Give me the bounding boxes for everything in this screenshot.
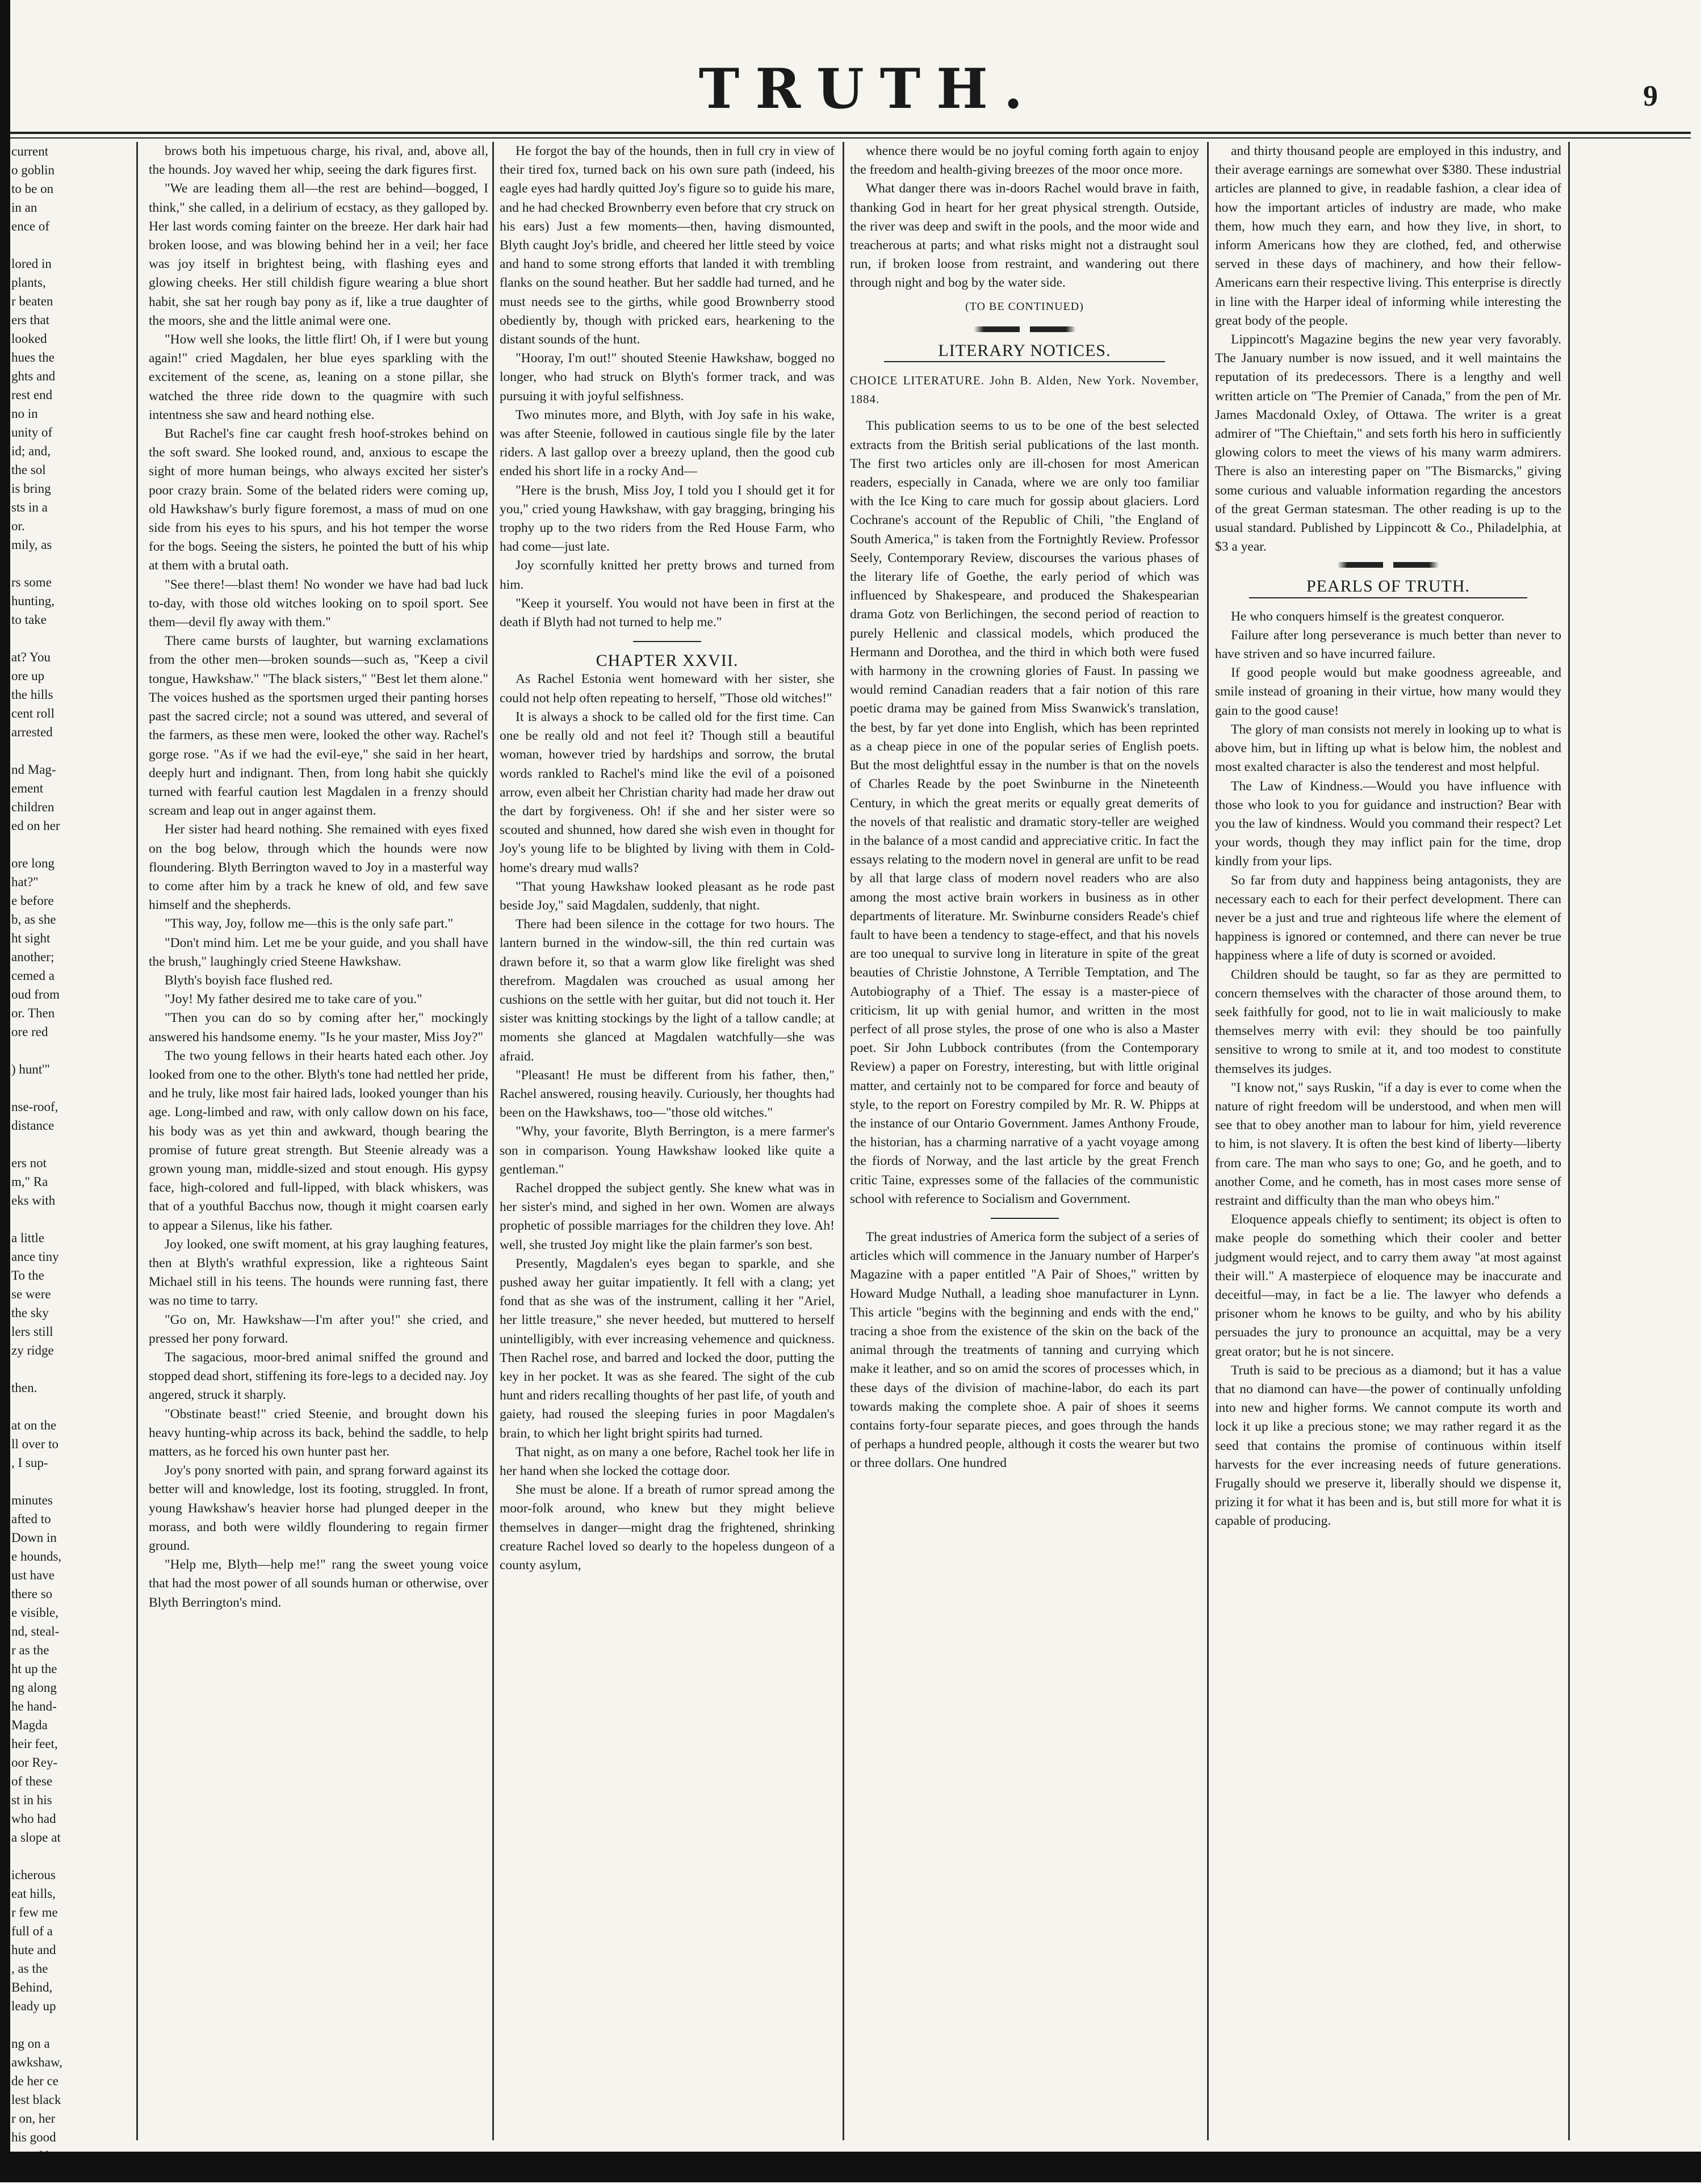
fragment-line: ore red xyxy=(11,1025,48,1039)
chapter-body xyxy=(500,670,835,1575)
paragraph: Her sister had heard nothing. She remained with eyes fixed on the bog below, through which the hounds were now floundering. Blyth Berrington waved to Joy in a masterful way to come after him by a track he knew of old, and few save himself and the shepherds. xyxy=(149,822,488,913)
fragment-line: ore up xyxy=(11,669,45,683)
column-rule xyxy=(1207,142,1209,2140)
fragment-line: distance xyxy=(11,1118,55,1133)
paragraph: "Joy! My father desired me to take care of you." xyxy=(165,992,422,1007)
fragment-line: mily, as xyxy=(11,538,52,552)
fragment-line: eat hills, xyxy=(11,1887,56,1901)
fragment-line xyxy=(11,1041,133,1060)
fragment-line: leady up xyxy=(11,1999,56,2013)
paragraph: Joy's pony snorted with pain, and sprang forward against its better will and knowledge, lost its footing, struggled. In front, young Hawkshaw's heavier horse had plunged deeper in the morass, and both were wildly floundering to regain firmer ground. xyxy=(149,1463,488,1554)
fragment-line: ement xyxy=(11,781,44,795)
fragment-line: or. Then xyxy=(11,1006,55,1020)
fragment-line: in an xyxy=(11,200,37,215)
fragment-line: st in his xyxy=(11,1793,52,1807)
fragment-line xyxy=(11,2015,133,2034)
literary-notices-heading: LITERARY NOTICES. xyxy=(884,341,1165,362)
fragment-line xyxy=(11,236,133,254)
paragraph: "Help me, Blyth—help me!" rang the sweet young voice that had the most power of all sounds human or otherwise, over Blyth Berrington's mind. xyxy=(149,1557,488,1610)
chapter-heading: CHAPTER XXVII. xyxy=(596,651,739,670)
paragraph: Joy scornfully knitted her pretty brows and turned from him. xyxy=(500,558,835,592)
ornamental-separator xyxy=(1337,562,1439,568)
paragraph: Eloquence appeals chiefly to sentiment; its object is often to make people do something which their cooler and better judgment would reject, and to carry them away "at most against their will." A masterpiece of eloquence may be inaccurate and deceitful—may, in fact be a lie. The lawyer who defends a prisoner whom he knows to be guilty, and who by his ability persuades the jury to pronounce an acquittal, may be a very great orator; but he is not sincere. xyxy=(1215,1212,1561,1359)
fragment-line: de her ce xyxy=(11,2074,58,2088)
fragment-line: heir feet, xyxy=(11,1737,58,1751)
paragraph: As Rachel Estonia went homeward with her sister, she could not help often repeating to herself, "Those old witches!" xyxy=(500,672,835,706)
fragment-line: awkshaw, xyxy=(11,2055,62,2069)
story-continuation xyxy=(500,142,835,632)
fragment-line: hat?" xyxy=(11,875,39,889)
fragment-line xyxy=(11,1397,133,1416)
fragment-line xyxy=(11,1847,133,1866)
fragment-line: cent roll xyxy=(11,706,55,720)
fragment-line xyxy=(11,629,133,648)
story-ending xyxy=(850,142,1199,293)
fragment-line: a little xyxy=(11,1231,45,1245)
fragment-line xyxy=(11,1360,133,1378)
fragment-line: id; and, xyxy=(11,444,51,458)
section-rule xyxy=(991,1218,1059,1219)
paragraph: The two young fellows in their hearts hated each other. Joy looked from one to the other. Blyth's tone had nettled her pride, and he truly, like most fair haired lads, looked younger than his age. Long-limbed and raw, with only callow down on his face, his body was as yet thin and awkward, though bearing the promise of future great strength. But Steenie already was a grown young man, middle-sized and stout enough. His gypsy face, high-colored and full-lipped, with black whiskers, was that of a youthful Bacchus now, though it might coarsen early to appear a Silenus, like his father. xyxy=(149,1048,488,1233)
binding-edge xyxy=(0,0,10,2182)
column-rule xyxy=(843,142,844,2140)
paragraph: "That young Hawkshaw looked pleasant as he rode past beside Joy," said Magdalen, suddenly, that night. xyxy=(500,879,835,913)
masthead-rule xyxy=(10,132,1691,134)
paragraph: He who conquers himself is the greatest conqueror. xyxy=(1231,609,1505,624)
paragraph: "See there!—blast them! No wonder we have had bad luck to-day, with those old witches looking on to spoil sport. See them—devil fly away with them." xyxy=(149,577,488,630)
fragment-line: another; xyxy=(11,950,55,964)
fragment-line: r on, her xyxy=(11,2111,56,2126)
paragraph: "Then you can do so by coming after her," mockingly answered his handsome enemy. "Is he your master, Miss Joy?" xyxy=(149,1011,488,1045)
fragment-line: To the xyxy=(11,1268,44,1282)
paragraph: Rachel dropped the subject gently. She knew what was in her sister's mind, and sighed in her own. Women are always prophetic of possible marriages for the children they love. Ah! well, she trusted Joy might like the plain farmer's son best. xyxy=(500,1180,835,1252)
paragraph: If good people would but make goodness agreeable, and smile instead of groaning in their virtue, how many would they gain to the good cause! xyxy=(1215,665,1561,718)
paragraph: Joy looked, one swift moment, at his gray laughing features, then at Blyth's wrathful expression, like a righteous Saint Michael still in his teens. The hounds were running fast, there was no time to tarry. xyxy=(149,1236,488,1309)
paragraph: The Law of Kindness.—Would you have influence with those who look to you for guidance and instruction? Bear with you the law of kindness. Would you command their respect? Let your words, though they may inflict pain for the time, drop kindly from your lips. xyxy=(1215,778,1561,869)
fragment-line: lest black xyxy=(11,2093,61,2107)
column-rule xyxy=(492,142,494,2140)
column-3 xyxy=(850,142,1199,2146)
fragment-line: nse-roof, xyxy=(11,1100,58,1114)
fragment-line xyxy=(11,741,133,760)
fragment-line: m," Ra xyxy=(11,1175,48,1189)
fragment-line: hues the xyxy=(11,350,55,364)
ornamental-separator xyxy=(974,326,1076,332)
paragraph: But Rachel's fine car caught fresh hoof-strokes behind on the soft sward. She looked round, and, anxious to escape the sight of more human beings, who always excited her sister's poor crazy brain. Some of the belated riders were coming up, old Hawkshaw's burly figure foremost, a mass of mud on one side from his eyes to his spurs, and his hot temper the worse for the bogs. Seeing the sisters, he pointed the butt of his whip at them with a brutal oath. xyxy=(149,426,488,573)
fragment-line: he hand- xyxy=(11,1699,57,1713)
fragment-line: Behind, xyxy=(11,1980,53,1994)
fragment-line: lers still xyxy=(11,1324,53,1339)
paragraph: She must be alone. If a breath of rumor spread among the moor-folk around, who knew but they might believe themselves in danger—might drag the frightened, shrinking creature Rachel loved so dearly to the hopeless dungeon of a county asylum, xyxy=(500,1482,835,1573)
paragraph: The great industries of America form the subject of a series of articles which will commence in the January number of Harper's Magazine with a paper entitled "A Pair of Shoes," written by Howard Mudge Nuthall, a leading shoe manufacturer in Lynn. This article "begins with the beginning and ends with the end," tracing a shoe from the existence of the skin on the back of the animal through the treatments of tanning and currying which make it leather, and so on amid the scores of processes which, in these days of the division of machine-labor, do each its part towards making the complete shoe. A pair of shoes it seems contains forty-four separate pieces, and goes through the hands of perhaps a hundred people, although it costs the wearer but two or three dollars. One hundred xyxy=(850,1229,1199,1471)
fragment-line: ence of xyxy=(11,219,50,233)
choice-literature-title: CHOICE LITERATURE. John B. Alden, New York. November, 1884. xyxy=(850,374,1199,406)
fragment-line: who had xyxy=(11,1812,56,1826)
masthead-title: TRUTH. xyxy=(698,57,1039,121)
column-2 xyxy=(500,142,835,2146)
page-number: 9 xyxy=(1643,80,1658,112)
paragraph: "This way, Joy, follow me—this is the only safe part." xyxy=(165,916,454,932)
paragraph: "Pleasant! He must be different from his father, then," Rachel answered, rousing heavily. Curiously, her thoughts had been on the Hawkshaws, too—"those old witches." xyxy=(500,1067,835,1121)
fragment-line: ers not xyxy=(11,1156,47,1170)
paragraph: "Obstinate beast!" cried Steenie, and brought down his heavy hunting-whip across its back, behind the saddle, to help matters, as he forced his own hunter past her. xyxy=(149,1406,488,1460)
fragment-line: se were xyxy=(11,1287,51,1301)
fragment-line: ust have xyxy=(11,1568,55,1582)
fragment-line: cemed a xyxy=(11,969,55,983)
fragment-line: Magda xyxy=(11,1718,48,1732)
paragraph: There came bursts of laughter, but warning exclamations from the other men—broken sounds—such as, "Keep a civil tongue, Hawkshaw." "The black sisters," "Best let them alone." The voices hushed as the sportsmen urged their panting horses past the sacred circle; not a sound was uttered, and several of the farmers, as these men were, looked the other way. Rachel's gorge rose. "As if we had the evil-eye," she said in her heart, deeply hurt and indignant. Then, from long habit she quickly turned with fearful caution lest Magdalen in a frenzy should scream and leap out in anger against them. xyxy=(149,634,488,819)
paragraph: "Keep it yourself. You would not have been in first at the death if Blyth had not turned to help me." xyxy=(500,596,835,630)
fragment-line: the sky xyxy=(11,1306,49,1320)
fragment-line: or. xyxy=(11,519,25,533)
paragraph: Children should be taught, so far as they are permitted to concern themselves with the character of those around them, to seek faithfully for good, not to lie in wait maliciously to make themselves merry with evil: they should be too painfully sensitive to wrong to smile at it, and too modest to constitute themselves its judges. xyxy=(1215,967,1561,1076)
fragment-line: a slope at xyxy=(11,1830,61,1845)
paragraph: Lippincott's Magazine begins the new year very favorably. The January number is now issued, and it well maintains the reputation of its predecessors. There is a lengthy and well written article on "The Premier of Canada," from the pen of Mr. James Macdonald Oxley, of Ottawa. The writer is a great admirer of "The Chieftain," and sets forth his hero in sufficiently glowing colors to meet the views of his many warm admirers. There is also an interesting paper on "The Bismarcks," giving some curious and valuable information regarding the ancestors of the great German statesman. The other reading is up to the usual standard. Published by Lippincott & Co., Philadelphia, at $3 a year. xyxy=(1215,332,1561,555)
fragment-line: b, as she xyxy=(11,912,56,927)
fragment-line: hute and xyxy=(11,1943,56,1957)
paragraph: "Hooray, I'm out!" shouted Steenie Hawkshaw, bogged no longer, who had struck on Blyth's former track, and was pursuing it with joyful selfishness. xyxy=(500,351,835,404)
fragment-line: ng along xyxy=(11,1680,57,1695)
fragment-line: zy ridge xyxy=(11,1343,54,1357)
pearls-of-truth-heading: PEARLS OF TRUTH. xyxy=(1249,577,1527,598)
fragment-line: ht sight xyxy=(11,931,51,945)
masthead-rule-thin xyxy=(10,137,1691,139)
paragraph: What danger there was in-doors Rachel would brave in faith, thanking God in heart for her great physical strength. Outside, the river was deep and swift in the pools, and the moor wide and treacherous at parts; and what risks might not a distraught soul run, if broken loose from restraint, and wandering out there through night and bog by the water side. xyxy=(850,181,1199,291)
fragment-line: hunting, xyxy=(11,594,55,608)
harpers-notice xyxy=(850,1228,1199,1473)
column-fragment-left xyxy=(11,142,133,2146)
paragraph: The sagacious, moor-bred animal sniffed the ground and stopped dead short, stiffening its fore-legs to a decided nay. Joy angered, struck it sharply. xyxy=(149,1350,488,1403)
fragment-line: ng on a xyxy=(11,2036,50,2051)
fragment-line: plants, xyxy=(11,275,46,290)
bottom-edge xyxy=(0,2152,1701,2182)
fragment-line: oor Rey- xyxy=(11,1755,58,1770)
fragment-line: ht up the xyxy=(11,1662,57,1676)
fragment-line xyxy=(11,1472,133,1491)
fragment-line: ance tiny xyxy=(11,1250,59,1264)
fragment-line: looked xyxy=(11,332,47,346)
paragraph: Truth is said to be precious as a diamond; but it has a value that no diamond can have—the power of continually unfolding into new and higher forms. We cannot compute its worth and lock it up like a precious stone; we may rather regard it as the seed that contains the promise of continuous within itself harvests for the ever increasing needs of future generations. Frugally should we preserve it, liberally should we dispense it, prizing it for what it has been and is, but still more for what it is capable of producing. xyxy=(1215,1363,1561,1529)
column-rule xyxy=(1568,142,1570,2140)
masthead xyxy=(79,57,1658,131)
fragment-line: o goblin xyxy=(11,163,55,177)
paragraph: The glory of man consists not merely in looking up to what is above him, but in lifting up what is below him, the noblest and most exalted character is also the tenderest and most helpful. xyxy=(1215,722,1561,775)
paragraph: Blyth's boyish face flushed red. xyxy=(165,972,333,988)
paragraph: "Why, your favorite, Blyth Berrington, is a mere farmer's son in comparison. Young Hawkshaw looked like quite a gentleman." xyxy=(500,1124,835,1177)
paragraph: "We are leading them all—the rest are behind—bogged, I think," she called, in a delirium of ecstacy, as they galloped by. Her last words coming fainter on the breeze. Her dark hair had broken loose, and was blowing behind her in a veil; her face was joy itself in brightest being, with flashing eyes and glowing cheeks. Her still childish figure wearing a blue short habit, she sat her rough bay pony as if, like a true daughter of the moors, she and the little animal were one. xyxy=(149,181,488,328)
paragraph: "Here is the brush, Miss Joy, I told you I should get it for you," cried young Hawkshaw, with gay bragging, bringing his trophy up to the two riders from the Red House Farm, who had come—just late. xyxy=(500,483,835,555)
paragraph: So far from duty and happiness being antagonists, they are necessary each to each for their perfect development. There can never be a just and true and righteous life where the element of happiness is ignored or contemned, and there can never be true happiness where a life of duty is scorned or avoided. xyxy=(1215,873,1561,963)
fragment-line: children xyxy=(11,800,55,814)
paragraph: and thirty thousand people are employed in this industry, and their average earnings are somewhat over $380. These industrial articles are planned to give, in readable fashion, a clear idea of how the important articles of industry are made, who make them, how much they earn, and how they live, in short, to inform Americans how they are clothed, fed, and otherwise served in these days of machinery, and how their fellow-Americans earn their respective living. This enterprise is directly in line with the Harper ideal of informing while interesting the great body of the people. xyxy=(1215,144,1561,328)
paragraph: That night, as on many a one before, Rachel took her life in her hand when she locked the cottage door. xyxy=(500,1444,835,1479)
fragment-line: to take xyxy=(11,613,47,627)
fragment-line: unity of xyxy=(11,425,53,439)
fragment-line xyxy=(11,1135,133,1154)
fragment-line: at on the xyxy=(11,1418,57,1432)
fragment-line: r as the xyxy=(11,1643,49,1657)
paragraph: He forgot the bay of the hounds, then in full cry in view of their tired fox, turned back on his own sure path (indeed, his eagle eyes had hardly quitted Joy's figure so to guide his mare, and he had checked Brownberry even before that cry struck on his ears) Just a few moments—then, having dismounted, Blyth caught Joy's bridle, and cheered her little steed by voice and hand to some strong efforts that landed it with trembling flanks on the sound heather. But her saddle had turned, and he must needs see to the girths, while good Brownberry stood obediently by, though with pricked ears, hearkening to the distant sounds of the hunt. xyxy=(500,144,835,347)
paragraph: brows both his impetuous charge, his rival, and, above all, the hounds. Joy waved her whip, seeing the dark figures first. xyxy=(149,144,488,178)
fragment-line xyxy=(11,835,133,854)
fragment-line xyxy=(11,1210,133,1229)
fragment-line: e hounds, xyxy=(11,1549,62,1563)
fragment-line: oud from xyxy=(11,987,60,1001)
fragment-line: e visible, xyxy=(11,1605,59,1620)
fragment-line: there so xyxy=(11,1587,53,1601)
fragment-line: ghts and xyxy=(11,369,56,383)
fragment-line: , as the xyxy=(11,1961,48,1976)
fragment-line: no in xyxy=(11,406,38,421)
fragment-line: full of a xyxy=(11,1924,53,1938)
fragment-line: nd Mag- xyxy=(11,762,56,777)
column-4 xyxy=(1215,142,1561,2146)
paragraph: "How well she looks, the little flirt! Oh, if I were but young again!" cried Magdalen, her blue eyes sparkling with the excitement of the scene, as, leaning on a stone pillar, she watched the three ride down to the quagmire with such intentness she saw and heard nothing else. xyxy=(149,332,488,422)
fragment-line: rs some xyxy=(11,575,52,589)
fragment-line xyxy=(11,1079,133,1097)
paragraph: "I know not," says Ruskin, "if a day is ever to come when the nature of right freedom will be understood, and when men will see that to obey another man to labour for him, yield reverence to him, is not slavery. It is often the best kind of liberty—liberty from care. The man who says to one; Go, and he goeth, and to another Come, and he cometh, has in most cases more sense of restraint and difficulty than the man who obeys him." xyxy=(1215,1080,1561,1208)
fragment-line: ers that xyxy=(11,313,50,327)
paragraph: whence there would be no joyful coming forth again to enjoy the freedom and health-giving breezes of the moor once more. xyxy=(850,144,1199,178)
fragment-line: nd, steal- xyxy=(11,1624,60,1638)
fragment-line: rest end xyxy=(11,388,53,402)
pearls-of-truth-body xyxy=(1215,607,1561,1531)
paragraph: Two minutes more, and Blyth, with Joy safe in his wake, was after Steenie, followed in cautious single file by the later riders. A last gallop over a breezy upland, then the good cub ended his short life in a rocky And— xyxy=(500,407,835,479)
fragment-line: eks with xyxy=(11,1193,56,1208)
fragment-line: ore long xyxy=(11,856,55,870)
fragment-line: Down in xyxy=(11,1531,57,1545)
paragraph: "Don't mind him. Let me be your guide, and you shall have the brush," laughingly cried Steene Hawkshaw. xyxy=(149,935,488,969)
column-1 xyxy=(149,142,488,2146)
paragraph: There had been silence in the cottage for two hours. The lantern burned in the window-sill, the thin red curtain was drawn before it, so that a warm glow like firelight was shed therefrom. Magdalen was crouched as usual among her cushions on the settle with her guitar, but did not touch it. Her sister was knitting stockings by the light of a tallow candle; at moments she glanced at Magdalen watchfully—she was afraid. xyxy=(500,917,835,1064)
paragraph: It is always a shock to be called old for the first time. Can one be really old and not feel it? Though still a beautiful woman, however tried by hardships and sorrow, the brutal words rankled to Rachel's mind like the evil of a poisoned arrow, even albeit her Christian charity had made her draw out the dart by forgiveness. Oh! if she and her sister were so scouted and shunned, how dared she wish even in thought for Joy's young life to be blighted by living with them in Cold-home's dreary mud walls? xyxy=(500,709,835,875)
to-be-continued: (TO BE CONTINUED) xyxy=(965,300,1084,313)
literary-notices-continued xyxy=(1215,142,1561,556)
literary-notice-body xyxy=(850,417,1199,1209)
fragment-line: ) hunt'" xyxy=(11,1062,50,1076)
fragment-line: r few me xyxy=(11,1905,58,1919)
fragment-line: the sol xyxy=(11,463,46,477)
fragment-line: ed on her xyxy=(11,819,60,833)
fragment-line: the hills xyxy=(11,688,53,702)
fragment-line: sts in a xyxy=(11,500,48,514)
fragment-line: , I sup- xyxy=(11,1456,48,1470)
fragment-line: at? You xyxy=(11,650,51,664)
paragraph: Failure after long perseverance is much better than never to have striven and so have incurred failure. xyxy=(1215,627,1561,662)
column-rule xyxy=(136,142,138,2140)
fragment-line: his good xyxy=(11,2130,56,2144)
fragment-line: current xyxy=(11,144,49,158)
paragraph: Presently, Magdalen's eyes began to sparkle, and she pushed away her guitar impatiently. It fell with a clang; yet fond that as she was of the instrument, calling it her "Ariel, her little treasure," she never heeded, but muttered to herself unintelligibly, with ever increasing vehemence and quickness. Then Rachel rose, and barred and locked the door, putting the key in her pocket. It was as she feared. The sight of the cub hunt and riders recalling thoughts of her past life, of youth and gaiety, had roused the sleeping furies in poor Magdalen's brain, to which her light bright spirits had turned. xyxy=(500,1256,835,1441)
fragment-line: minutes xyxy=(11,1493,53,1507)
fragment-line: e before xyxy=(11,894,54,908)
fragment-line: ll over to xyxy=(11,1437,59,1451)
fragment-line: to be on xyxy=(11,182,54,196)
fragment-line xyxy=(11,554,133,573)
fragment-line: icherous xyxy=(11,1868,56,1882)
paragraph: This publication seems to us to be one of the best selected extracts from the British serial publications of the last month. The first two articles only are ill-chosen for most American readers, especially in Canada, where we are only too familiar with the Ice King to care much for gossip about glaciers. Lord Cochrane's account of the Republic of Chili, "the England of South America," is taken from the Fortnightly Review. Professor Seely, Contemporary Review, discourses the various phases of the literary life of Goethe, the early period of which was influenced by Shakespeare, and produced the Shakespearian drama Gotz von Berlichingen, the second period of reaction to purely Hellenic and classical models, which produced the Hermann and Dorothea, and the third in which both were fused with harmony in the crowning glories of Faust. In passing we would remind Canadian readers that a fair notion of this rare poetic drama may be gained from Miss Swanwick's translation, the best, by far yet done into English, which has been reprinted as a cheap piece in one of the popular series of English poets. But the most delightful essay in the number is that on the novels of Charles Reade by the poet Swinburne in the Nineteenth Century, in which the great merits or equally great demerits of the novels of that realistic and dramatic story-teller are weighed in the balance of a most candid and appreciative critic. In fact the essays relating to the modern novel in general are unfit to be read by all that large class of modern novel readers who are also among the most active brain workers in business as in other departments of literature. Mr. Swinburne considers Reade's chief fault to have been a tendency to stage-effect, and that his novels are too unequal to survive long in literature in spite of the great beauties of Christie Johnstone, A Terrible Temptation, and The Autobiography of a Thief. The essay is a master-piece of criticism, lit up with genial humor, and written in the most perfect of all prose styles, the prose of one who is also a Master poet. Sir John Lubbock contributes (from the Contemporary Review) a paper on Forestry, interesting, but with little original matter, and certainly not to be compared for force and beauty of style, to the report on Forestry compiled by Mr. R. W. Phipps at the instance of our Ontario Government. James Anthony Froude, the historian, has a charming narrative of a yacht voyage among the fiords of Norway, and the last article by the great French critic Taine, expresses some of the fallacies of the communistic school with reference to Socialism and Government. xyxy=(850,418,1199,1206)
section-rule xyxy=(633,641,701,642)
column-right-margin xyxy=(1577,142,1691,2146)
fragment-line: arrested xyxy=(11,725,53,739)
fragment-line: then. xyxy=(11,1381,37,1395)
paragraph: "Go on, Mr. Hawkshaw—I'm after you!" she cried, and pressed her pony forward. xyxy=(149,1312,488,1346)
fragment-line: of these xyxy=(11,1774,53,1788)
fragment-line: lored in xyxy=(11,257,52,271)
fragment-line: r beaten xyxy=(11,294,53,308)
fragment-line: afted to xyxy=(11,1512,51,1526)
fragment-line: is bring xyxy=(11,481,51,496)
